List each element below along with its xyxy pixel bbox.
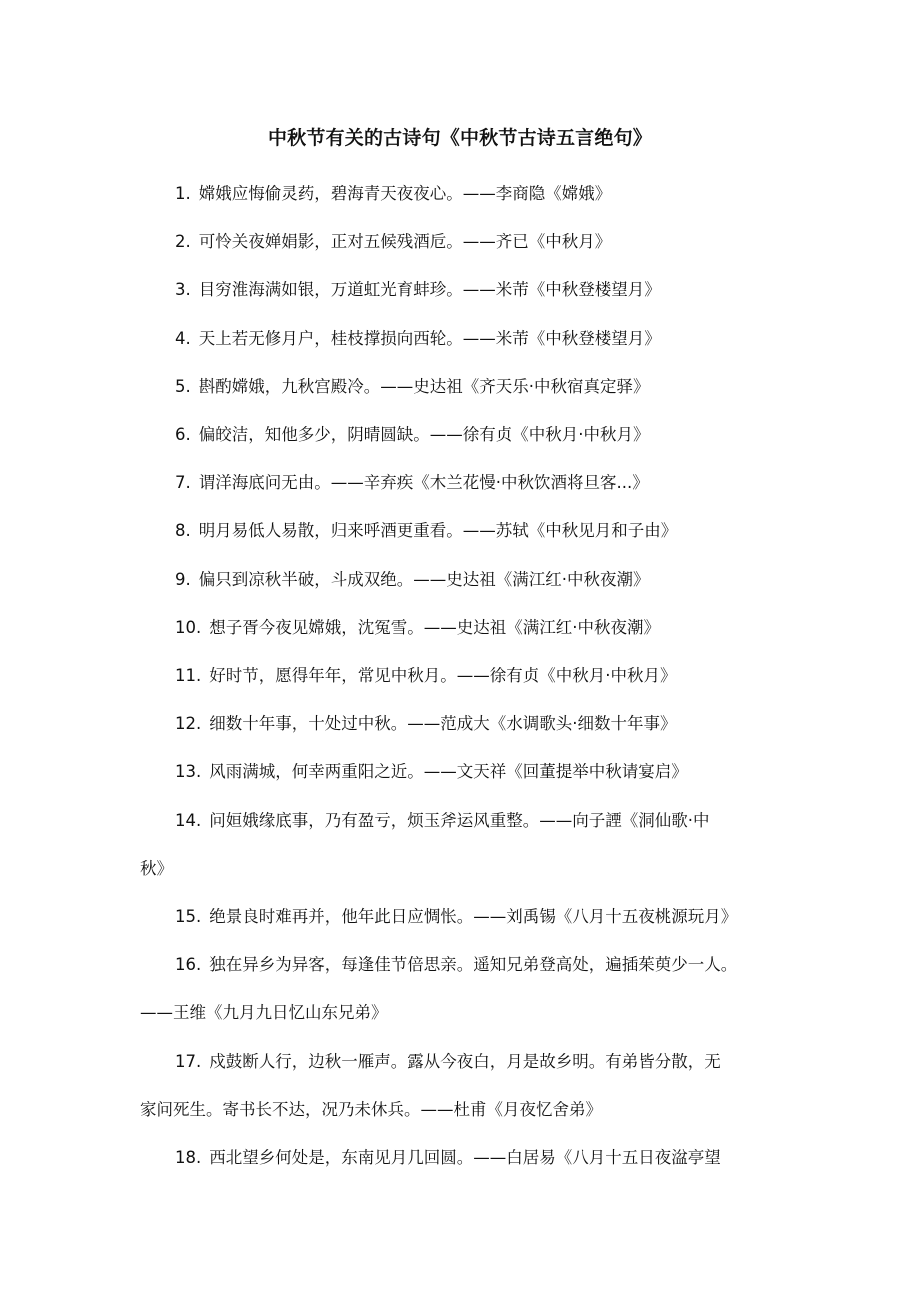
line-text: 戍鼓断人行，边秋一雁声。露从今夜白，月是故乡明。有弟皆分散，无: [209, 1051, 721, 1071]
line-text: ——王维《九月九日忆山东兄弟》: [140, 1003, 388, 1023]
line-text: 明月易低人易散，归来呼酒更重看。——苏轼《中秋见月和子由》: [198, 521, 678, 541]
line-text: 目穷淮海满如银，万道虹光育蚌珍。——米芾《中秋登楼望月》: [198, 280, 661, 300]
poem-line-continuation: [140, 989, 805, 1037]
poem-line: [140, 266, 805, 314]
poem-line: [140, 459, 805, 507]
line-number: 8.: [175, 521, 191, 541]
poem-line: [140, 1038, 805, 1086]
line-text: 绝景良时难再并，他年此日应惆怅。——刘禹锡《八月十五夜桃源玩月》: [209, 907, 738, 927]
line-number: 16.: [175, 955, 202, 975]
line-number: 17.: [175, 1051, 202, 1071]
poem-line: [140, 315, 805, 363]
line-text: 好时节，愿得年年，常见中秋月。——徐有贞《中秋月·中秋月》: [209, 666, 677, 686]
line-text: 斟酌嫦娥，九秋宫殿冷。——史达祖《齐天乐·中秋宿真定驿》: [198, 376, 650, 396]
document-title: 中秋节有关的古诗句《中秋节古诗五言绝句》: [267, 127, 652, 149]
poem-line: [140, 748, 805, 796]
line-number: 2.: [175, 232, 191, 252]
poem-line: [140, 797, 805, 845]
line-text: 细数十年事，十处过中秋。——范成大《水调歌头·细数十年事》: [209, 714, 677, 734]
line-number: 15.: [175, 907, 202, 927]
line-text: 天上若无修月户，桂枝撑损向西轮。——米芾《中秋登楼望月》: [198, 328, 661, 348]
poem-line: [140, 700, 805, 748]
poem-line: [140, 411, 805, 459]
poem-line: [140, 1134, 805, 1182]
line-number: 4.: [175, 328, 191, 348]
line-text: 可怜关夜婵娟影，正对五候残酒卮。——齐已《中秋月》: [198, 232, 612, 252]
line-text: 西北望乡何处是，东南见月几回圆。——白居易《八月十五日夜湓亭望: [209, 1148, 721, 1168]
poem-line-continuation: [140, 845, 805, 893]
line-text: 偏皎洁，知他多少，阴晴圆缺。——徐有贞《中秋月·中秋月》: [198, 425, 650, 445]
line-number: 9.: [175, 569, 191, 589]
line-number: 12.: [175, 714, 202, 734]
line-number: 7.: [175, 473, 191, 493]
line-text: 偏只到凉秋半破，斗成双绝。——史达祖《满江红·中秋夜潮》: [198, 569, 650, 589]
line-number: 1.: [175, 184, 191, 203]
line-text: 家问死生。寄书长不达，况乃未休兵。——杜甫《月夜忆舍弟》: [140, 1099, 602, 1119]
line-text: 独在异乡为异客，每逢佳节倍思亲。遥知兄弟登高处，遍插茱萸少一人。: [209, 955, 738, 975]
line-text: 嫦娥应悔偷灵药，碧海青天夜夜心。——李商隐《嫦娥》: [198, 184, 612, 203]
poem-line: [140, 604, 805, 652]
line-number: 11.: [175, 666, 202, 686]
poem-line: [140, 170, 805, 218]
line-text: 谓洋海底问无由。——辛弃疾《木兰花慢·中秋饮酒将旦客...》: [198, 473, 649, 493]
line-text: 风雨满城，何幸两重阳之近。——文天祥《回董提举中秋请宴启》: [209, 762, 688, 782]
line-number: 10.: [175, 617, 202, 637]
line-number: 13.: [175, 762, 202, 782]
line-number: 3.: [175, 280, 191, 300]
poem-line: [140, 941, 805, 989]
poem-line: [140, 652, 805, 700]
poem-line: [140, 507, 805, 555]
line-number: 14.: [175, 810, 202, 830]
line-number: 18.: [175, 1148, 202, 1168]
poem-list: [140, 170, 805, 1182]
line-number: 6.: [175, 425, 191, 445]
poem-line: [140, 893, 805, 941]
line-text: 秋》: [140, 858, 173, 878]
poem-line: [140, 556, 805, 604]
line-text: 想子胥今夜见嫦娥，沈冤雪。——史达祖《满江红·中秋夜潮》: [209, 617, 660, 637]
poem-line: [140, 218, 805, 266]
line-text: 问姮娥缘底事，乃有盈亏，烦玉斧运风重整。——向子諲《洞仙歌·中: [209, 810, 710, 830]
poem-line-continuation: [140, 1086, 805, 1134]
line-number: 5.: [175, 376, 191, 396]
poem-line: [140, 363, 805, 411]
